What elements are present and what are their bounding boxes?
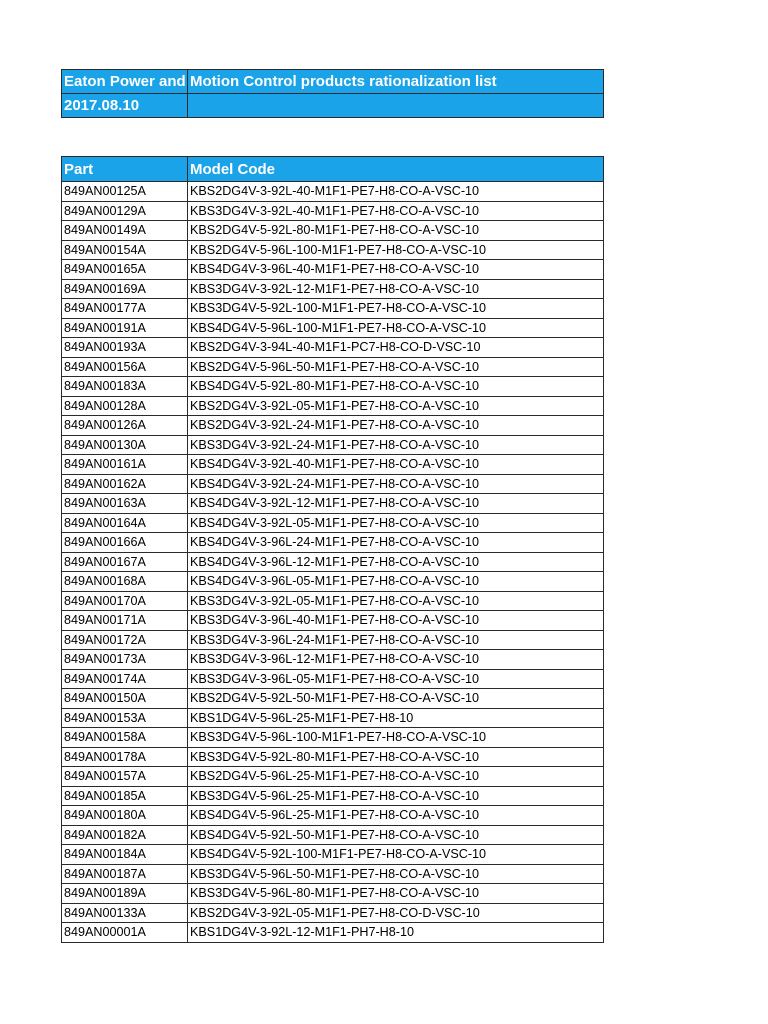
part-number-cell[interactable]: 849AN00193A	[62, 338, 188, 358]
part-number-cell[interactable]: 849AN00149A	[62, 221, 188, 241]
model-code-cell[interactable]: KBS4DG4V-3-92L-24-M1F1-PE7-H8-CO-A-VSC-10	[188, 474, 604, 494]
part-number-cell[interactable]: 849AN00165A	[62, 260, 188, 280]
part-number-cell[interactable]: 849AN00158A	[62, 728, 188, 748]
column-header-part[interactable]: Part	[62, 157, 188, 182]
table-header-row	[62, 157, 604, 182]
part-number-cell[interactable]: 849AN00185A	[62, 786, 188, 806]
table-row	[62, 338, 604, 358]
model-code-cell[interactable]: KBS3DG4V-3-96L-05-M1F1-PE7-H8-CO-A-VSC-10	[188, 669, 604, 689]
model-code-cell[interactable]: KBS3DG4V-3-96L-24-M1F1-PE7-H8-CO-A-VSC-10	[188, 630, 604, 650]
model-code-cell[interactable]: KBS3DG4V-3-92L-12-M1F1-PE7-H8-CO-A-VSC-10	[188, 279, 604, 299]
title-block	[61, 69, 604, 118]
model-code-cell[interactable]: KBS2DG4V-5-96L-50-M1F1-PE7-H8-CO-A-VSC-10	[188, 357, 604, 377]
model-code-cell[interactable]: KBS2DG4V-5-96L-100-M1F1-PE7-H8-CO-A-VSC-10	[188, 240, 604, 260]
table-row	[62, 864, 604, 884]
part-number-cell[interactable]: 849AN00173A	[62, 650, 188, 670]
part-number-cell[interactable]: 849AN00172A	[62, 630, 188, 650]
table-row	[62, 767, 604, 787]
table-row	[62, 903, 604, 923]
parts-table	[61, 156, 604, 943]
model-code-cell[interactable]: KBS2DG4V-5-96L-25-M1F1-PE7-H8-CO-A-VSC-10	[188, 767, 604, 787]
table-row	[62, 630, 604, 650]
date-cell[interactable]: 2017.08.10	[62, 94, 188, 118]
part-number-cell[interactable]: 849AN00171A	[62, 611, 188, 631]
model-code-cell[interactable]: KBS1DG4V-5-96L-25-M1F1-PE7-H8-10	[188, 708, 604, 728]
part-number-cell[interactable]: 849AN00168A	[62, 572, 188, 592]
model-code-cell[interactable]: KBS3DG4V-3-92L-24-M1F1-PE7-H8-CO-A-VSC-10	[188, 435, 604, 455]
model-code-cell[interactable]: KBS4DG4V-3-96L-40-M1F1-PE7-H8-CO-A-VSC-10	[188, 260, 604, 280]
part-number-cell[interactable]: 849AN00183A	[62, 377, 188, 397]
model-code-cell[interactable]: KBS2DG4V-5-92L-80-M1F1-PE7-H8-CO-A-VSC-10	[188, 221, 604, 241]
part-number-cell[interactable]: 849AN00154A	[62, 240, 188, 260]
table-row	[62, 728, 604, 748]
part-number-cell[interactable]: 849AN00150A	[62, 689, 188, 709]
part-number-cell[interactable]: 849AN00170A	[62, 591, 188, 611]
table-row	[62, 650, 604, 670]
model-code-cell[interactable]: KBS3DG4V-5-92L-80-M1F1-PE7-H8-CO-A-VSC-10	[188, 747, 604, 767]
date-row	[62, 94, 604, 118]
part-number-cell[interactable]: 849AN00167A	[62, 552, 188, 572]
table-row	[62, 221, 604, 241]
model-code-cell[interactable]: KBS4DG4V-3-92L-40-M1F1-PE7-H8-CO-A-VSC-10	[188, 455, 604, 475]
model-code-cell[interactable]: KBS2DG4V-3-92L-40-M1F1-PE7-H8-CO-A-VSC-10	[188, 182, 604, 202]
part-number-cell[interactable]: 849AN00163A	[62, 494, 188, 514]
model-code-cell[interactable]: KBS4DG4V-3-96L-12-M1F1-PE7-H8-CO-A-VSC-10	[188, 552, 604, 572]
table-row	[62, 240, 604, 260]
model-code-cell[interactable]: KBS4DG4V-5-92L-80-M1F1-PE7-H8-CO-A-VSC-10	[188, 377, 604, 397]
part-number-cell[interactable]: 849AN00177A	[62, 299, 188, 319]
model-code-cell[interactable]: KBS3DG4V-3-96L-12-M1F1-PE7-H8-CO-A-VSC-10	[188, 650, 604, 670]
table-row	[62, 669, 604, 689]
table-row	[62, 747, 604, 767]
part-number-cell[interactable]: 849AN00133A	[62, 903, 188, 923]
model-code-cell[interactable]: KBS4DG4V-5-96L-25-M1F1-PE7-H8-CO-A-VSC-10	[188, 806, 604, 826]
part-number-cell[interactable]: 849AN00182A	[62, 825, 188, 845]
model-code-cell[interactable]: KBS3DG4V-5-96L-80-M1F1-PE7-H8-CO-A-VSC-10	[188, 884, 604, 904]
model-code-cell[interactable]: KBS4DG4V-3-92L-05-M1F1-PE7-H8-CO-A-VSC-10	[188, 513, 604, 533]
model-code-cell[interactable]: KBS4DG4V-5-92L-100-M1F1-PE7-H8-CO-A-VSC-10	[188, 845, 604, 865]
part-number-cell[interactable]: 849AN00166A	[62, 533, 188, 553]
table-row	[62, 923, 604, 943]
model-code-cell[interactable]: KBS3DG4V-5-96L-100-M1F1-PE7-H8-CO-A-VSC-10	[188, 728, 604, 748]
table-body	[62, 182, 604, 943]
table-row	[62, 845, 604, 865]
part-number-cell[interactable]: 849AN00180A	[62, 806, 188, 826]
model-code-cell[interactable]: KBS2DG4V-3-92L-05-M1F1-PE7-H8-CO-D-VSC-10	[188, 903, 604, 923]
model-code-cell[interactable]: KBS1DG4V-3-92L-12-M1F1-PH7-H8-10	[188, 923, 604, 943]
part-number-cell[interactable]: 849AN00157A	[62, 767, 188, 787]
table-row	[62, 201, 604, 221]
part-number-cell[interactable]: 849AN00153A	[62, 708, 188, 728]
table-row	[62, 825, 604, 845]
table-row	[62, 435, 604, 455]
model-code-cell[interactable]: KBS2DG4V-3-92L-05-M1F1-PE7-H8-CO-A-VSC-10	[188, 396, 604, 416]
part-number-cell[interactable]: 849AN00156A	[62, 357, 188, 377]
table-row	[62, 786, 604, 806]
table-row	[62, 884, 604, 904]
table-row	[62, 279, 604, 299]
model-code-cell[interactable]: KBS2DG4V-3-94L-40-M1F1-PC7-H8-CO-D-VSC-10	[188, 338, 604, 358]
table-row	[62, 708, 604, 728]
model-code-cell[interactable]: KBS3DG4V-5-92L-100-M1F1-PE7-H8-CO-A-VSC-10	[188, 299, 604, 319]
model-code-cell[interactable]: KBS3DG4V-3-92L-40-M1F1-PE7-H8-CO-A-VSC-10	[188, 201, 604, 221]
model-code-cell[interactable]: KBS4DG4V-5-96L-100-M1F1-PE7-H8-CO-A-VSC-10	[188, 318, 604, 338]
part-number-cell[interactable]: 849AN00189A	[62, 884, 188, 904]
table-row	[62, 591, 604, 611]
table-row	[62, 377, 604, 397]
part-number-cell[interactable]: 849AN00161A	[62, 455, 188, 475]
date-cell-right[interactable]	[188, 94, 604, 118]
model-code-cell[interactable]: KBS4DG4V-3-96L-05-M1F1-PE7-H8-CO-A-VSC-10	[188, 572, 604, 592]
table-row	[62, 494, 604, 514]
part-number-cell[interactable]: 849AN00126A	[62, 416, 188, 436]
table-row	[62, 533, 604, 553]
table-row	[62, 416, 604, 436]
model-code-cell[interactable]: KBS4DG4V-3-92L-12-M1F1-PE7-H8-CO-A-VSC-10	[188, 494, 604, 514]
table-row	[62, 474, 604, 494]
table-row	[62, 455, 604, 475]
title-cell-right[interactable]: Motion Control products rationalization list	[188, 70, 604, 94]
part-number-cell[interactable]: 849AN00169A	[62, 279, 188, 299]
table-row	[62, 611, 604, 631]
table-row	[62, 552, 604, 572]
title-cell-left[interactable]: Eaton Power and	[62, 70, 188, 94]
part-number-cell[interactable]: 849AN00184A	[62, 845, 188, 865]
part-number-cell[interactable]: 849AN00125A	[62, 182, 188, 202]
table-row	[62, 182, 604, 202]
table-row	[62, 689, 604, 709]
part-number-cell[interactable]: 849AN00162A	[62, 474, 188, 494]
part-number-cell[interactable]: 849AN00174A	[62, 669, 188, 689]
model-code-cell[interactable]: KBS3DG4V-5-96L-50-M1F1-PE7-H8-CO-A-VSC-10	[188, 864, 604, 884]
title-row	[62, 70, 604, 94]
model-code-cell[interactable]: KBS3DG4V-3-96L-40-M1F1-PE7-H8-CO-A-VSC-10	[188, 611, 604, 631]
part-number-cell[interactable]: 849AN00001A	[62, 923, 188, 943]
model-code-cell[interactable]: KBS4DG4V-5-92L-50-M1F1-PE7-H8-CO-A-VSC-10	[188, 825, 604, 845]
table-row	[62, 260, 604, 280]
table-row	[62, 513, 604, 533]
part-number-cell[interactable]: 849AN00128A	[62, 396, 188, 416]
part-number-cell[interactable]: 849AN00129A	[62, 201, 188, 221]
model-code-cell[interactable]: KBS2DG4V-5-92L-50-M1F1-PE7-H8-CO-A-VSC-10	[188, 689, 604, 709]
table-row	[62, 318, 604, 338]
table-row	[62, 357, 604, 377]
part-number-cell[interactable]: 849AN00191A	[62, 318, 188, 338]
column-header-model-code[interactable]: Model Code	[188, 157, 604, 182]
table-row	[62, 572, 604, 592]
model-code-cell[interactable]: KBS3DG4V-3-92L-05-M1F1-PE7-H8-CO-A-VSC-10	[188, 591, 604, 611]
table-row	[62, 299, 604, 319]
part-number-cell[interactable]: 849AN00164A	[62, 513, 188, 533]
part-number-cell[interactable]: 849AN00178A	[62, 747, 188, 767]
table-row	[62, 806, 604, 826]
model-code-cell[interactable]: KBS4DG4V-3-96L-24-M1F1-PE7-H8-CO-A-VSC-10	[188, 533, 604, 553]
part-number-cell[interactable]: 849AN00187A	[62, 864, 188, 884]
part-number-cell[interactable]: 849AN00130A	[62, 435, 188, 455]
model-code-cell[interactable]: KBS2DG4V-3-92L-24-M1F1-PE7-H8-CO-A-VSC-10	[188, 416, 604, 436]
model-code-cell[interactable]: KBS3DG4V-5-96L-25-M1F1-PE7-H8-CO-A-VSC-10	[188, 786, 604, 806]
table-row	[62, 396, 604, 416]
